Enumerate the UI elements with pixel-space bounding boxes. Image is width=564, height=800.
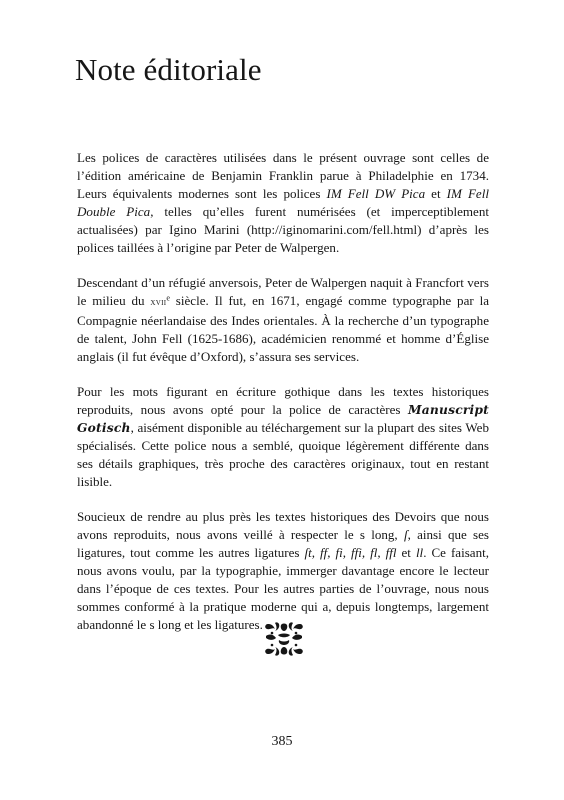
gothic-font-name: Manuscript Gotisch	[77, 402, 489, 435]
long-s-glyph: ſ	[403, 527, 408, 542]
paragraph-text: Descendant d’un réfugié anversois, Peter de Walpergen naquit à Francfort vers le milieu du	[77, 275, 489, 308]
page-title: Note éditoriale	[75, 52, 262, 87]
ll-ligature: ll	[415, 545, 424, 560]
font-name-double-pica: IM Fell Double Pica	[77, 186, 489, 219]
fleuron-ornament-icon	[264, 621, 304, 657]
editorial-note-body	[77, 149, 489, 651]
paragraph-walpergen-biography	[77, 274, 489, 366]
paragraph-text: Les polices de caractères utilisées dans le présent ouvrage sont celles de l’édition américaine de Benjamin Franklin parue à Philadelphie en 1734. Leurs équivalents modernes sont les polices	[77, 150, 489, 201]
paragraph-gothic-font	[77, 383, 489, 491]
paragraph-text: , aisément disponible au téléchargement sur la plupart des sites Web spécialisés. Cette police nous a semblé, quoique légèrement différente dans ses détails graphiques, très proche des caractères originaux, tout en restant lisible.	[77, 420, 489, 489]
font-name-dw-pica: IM Fell DW Pica	[326, 186, 426, 201]
page-number: 385	[271, 734, 293, 749]
paragraph-text: et	[425, 186, 447, 201]
paragraph-text: Soucieux de rendre au plus près les textes historiques des Devoirs que nous avons reproduits, nous avons veillé à respecter le s long,	[77, 509, 489, 542]
paragraph-text: , ainsi que ses ligatures, tout comme les autres ligatures	[77, 527, 489, 560]
paragraph-text: siècle. Il fut, en 1671, engagé comme typographe par la Compagnie néerlandaise des Indes orientales. À la recherche d’un typographe de talent, John Fell (1625-1686), académicien renommé et homme d’Église anglais (il fut évêque d’Oxford), s’assura ses services.	[77, 293, 489, 364]
paragraph-text: Pour les mots figurant en écriture gothique dans les textes historiques reproduits, nous avons opté pour la police de caractères	[77, 384, 489, 417]
ligature-list: ſt, ff, fi, ffi, fl, ffl	[304, 545, 397, 560]
century-superscript: e	[166, 293, 170, 303]
paragraph-text: , telles qu’elles furent numérisées (et imperceptiblement actualisées) par Igino Marini (http://iginomarini.com/fell.html) d’après les polices taillées à l’origine par Peter de Walpergen.	[77, 204, 489, 255]
paragraph-long-s-ligatures	[77, 508, 489, 634]
century-numeral: xvii	[150, 297, 167, 308]
paragraph-fonts-origin	[77, 149, 489, 257]
paragraph-text: et	[396, 545, 416, 560]
paragraph-text: . Ce faisant, nous avons voulu, par la typographie, immerger davantage encore le lecteur dans l’époque de ces textes. Pour les autres parties de l’ouvrage, nous nous sommes conformé à la pratique moderne qui a, depuis longtemps, largement abandonné le s long et les ligatures.	[77, 545, 489, 632]
